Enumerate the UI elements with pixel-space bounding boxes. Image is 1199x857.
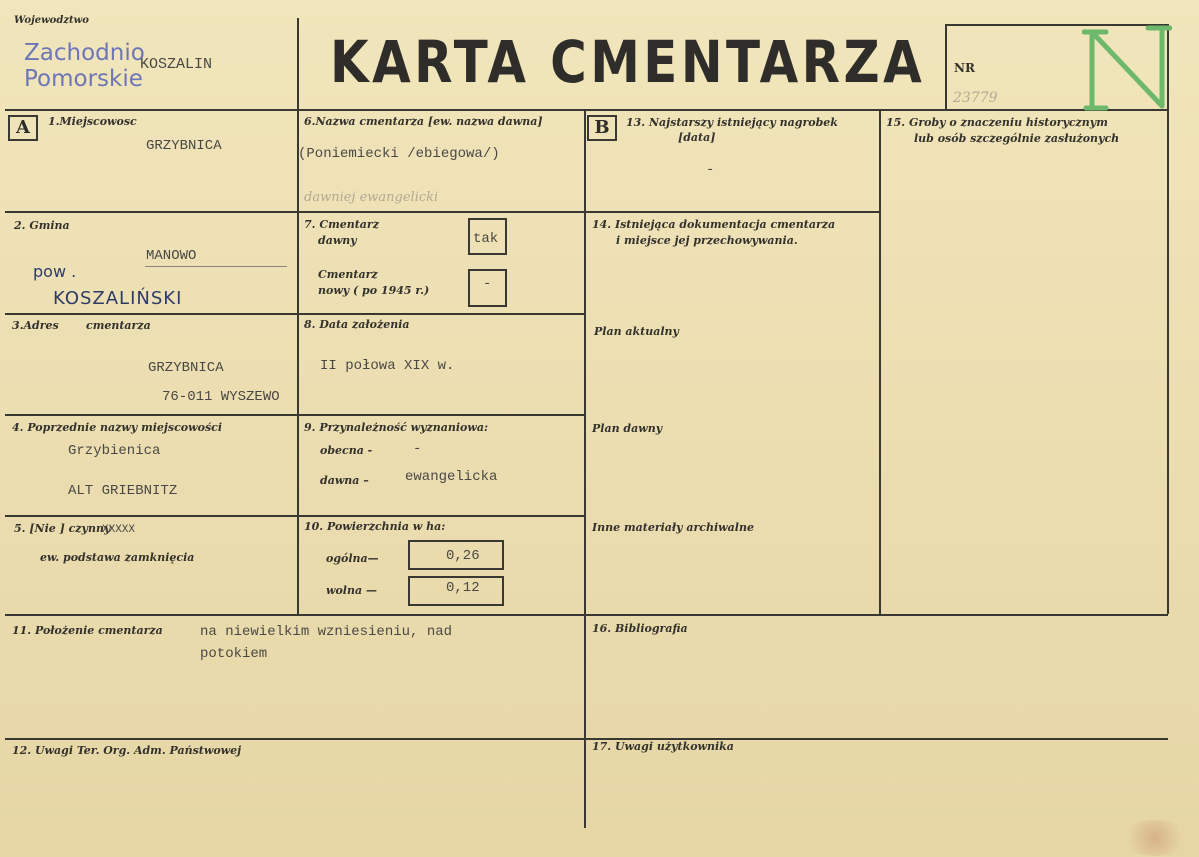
field-2-value: MANOWO: [146, 248, 197, 264]
field-2-handwritten-county: KOSZALIŃSKI: [53, 288, 183, 309]
field-10-total-label: ogólna—: [326, 552, 379, 565]
field-3-label-b: cmentarza: [86, 319, 151, 332]
field-8-value: II połowa XIX w.: [320, 358, 455, 374]
field-9-old-value: ewangelicka: [405, 469, 498, 485]
card-right-edge: [1167, 24, 1169, 614]
column-divider-middle: [584, 110, 586, 828]
field-2-label: 2. Gmina: [14, 219, 70, 232]
field-15-label-2: lub osób szczególnie zasłużonych: [914, 132, 1120, 145]
field-5-label: 5. [Nie ] czynny: [14, 522, 111, 535]
field-3-value-1: GRZYBNICA: [148, 360, 224, 376]
field-5-strike: XXXXX: [102, 524, 136, 536]
green-letter-stroke: [1084, 28, 1170, 108]
field-4-value-1: Grzybienica: [68, 443, 161, 459]
province-stamp-line1: Zachodnio: [24, 40, 145, 66]
field-7-label-c: Cmentarz: [318, 268, 378, 281]
field-7-label-d: nowy ( po 1945 r.): [318, 284, 430, 297]
province-stamp: [24, 40, 145, 93]
field-10-free-value: 0,12: [446, 580, 480, 596]
field-4-label: 4. Poprzednie nazwy miejscowości: [12, 421, 223, 434]
field-7-value-new: -: [483, 276, 492, 292]
row-line-1: [5, 211, 585, 213]
field-6-value: (Poniemiecki /ebiegowa/): [298, 146, 500, 162]
field-9-old-label: dawna –: [320, 474, 369, 487]
field-8-label: 8. Data założenia: [304, 318, 410, 331]
field-15-label-1: 15. Groby o znaczeniu historycznym: [886, 116, 1108, 129]
field-3-value-2: 76-011 WYSZEWO: [162, 389, 280, 405]
field-16-label: 16. Bibliografia: [592, 622, 688, 635]
field-2-handwritten-pow: pow .: [33, 262, 77, 281]
row-line-5: [5, 614, 1168, 616]
field-12-label: 12. Uwagi Ter. Org. Adm. Państwowej: [12, 744, 242, 757]
green-letter-mark: [1082, 20, 1172, 112]
field-1-value: GRZYBNICA: [146, 138, 222, 154]
province-stamp-line2: Pomorskie: [24, 66, 143, 93]
field-11-value-2: potokiem: [200, 646, 268, 662]
field-10-total-value: 0,26: [446, 548, 480, 564]
field-14-label-2: i miejsce jej przechowywania.: [616, 234, 798, 247]
field-9-label: 9. Przynależność wyznaniowa:: [304, 421, 489, 434]
nr-label: NR: [954, 61, 975, 75]
field-9-now-label: obecna -: [320, 444, 373, 457]
field-9-now-value: -: [413, 441, 422, 457]
column-divider-right: [879, 110, 881, 615]
field-1-label: 1.Miejscowosc: [48, 115, 137, 128]
field-11-label: 11. Położenie cmentarza: [12, 624, 163, 637]
field-4-value-2: ALT GRIEBNITZ: [68, 483, 178, 499]
wojewodztwo-label: Wojewodztwo: [14, 15, 89, 26]
other-materials-label: Inne materiały archiwalne: [592, 521, 754, 534]
field-3-label: 3.Adres: [12, 319, 59, 332]
nr-pencil-value: 23779: [953, 90, 998, 106]
section-b-badge: B: [587, 115, 617, 141]
field-13-value: -: [706, 162, 715, 178]
row-line-6: [5, 738, 1168, 740]
page-title: KARTA CMENTARZA: [330, 28, 926, 96]
field-7-label-a: 7. Cmentarz: [304, 218, 379, 231]
field-6-label: 6.Nazwa cmentarza [ew. nazwa dawna]: [304, 115, 543, 128]
plan-current-label: Plan aktualny: [594, 325, 679, 338]
row-line-1b: [585, 211, 880, 213]
section-a-badge: A: [8, 115, 38, 141]
field-14-label-1: 14. Istniejąca dokumentacja cmentarza: [592, 218, 836, 231]
field-7-label-b: dawny: [318, 234, 357, 247]
row-line-2: [5, 313, 585, 315]
field-10-free-label: wolna —: [326, 584, 377, 597]
field-2-underline: [145, 266, 287, 267]
plan-old-label: Plan dawny: [592, 422, 663, 435]
field-5-sub: ew. podstawa zamknięcia: [40, 551, 195, 564]
field-10-label: 10. Powierzchnia w ha:: [304, 520, 446, 533]
field-7-value-old: tak: [473, 231, 499, 247]
field-17-label: 17. Uwagi użytkownika: [592, 740, 734, 753]
field-13-label-1: 13. Najstarszy istniejący nagrobek: [626, 116, 838, 129]
field-6-pencil-note: dawniej ewangelicki: [304, 190, 439, 205]
header-divider-vertical: [297, 18, 299, 614]
field-13-label-2: [data]: [678, 131, 716, 144]
paper-stain: [1120, 820, 1190, 856]
row-line-4: [5, 515, 585, 517]
typed-overlay-koszalin: KOSZALIN: [140, 56, 213, 73]
field-11-value-1: na niewielkim wzniesieniu, nad: [200, 624, 453, 640]
row-line-3: [5, 414, 585, 416]
